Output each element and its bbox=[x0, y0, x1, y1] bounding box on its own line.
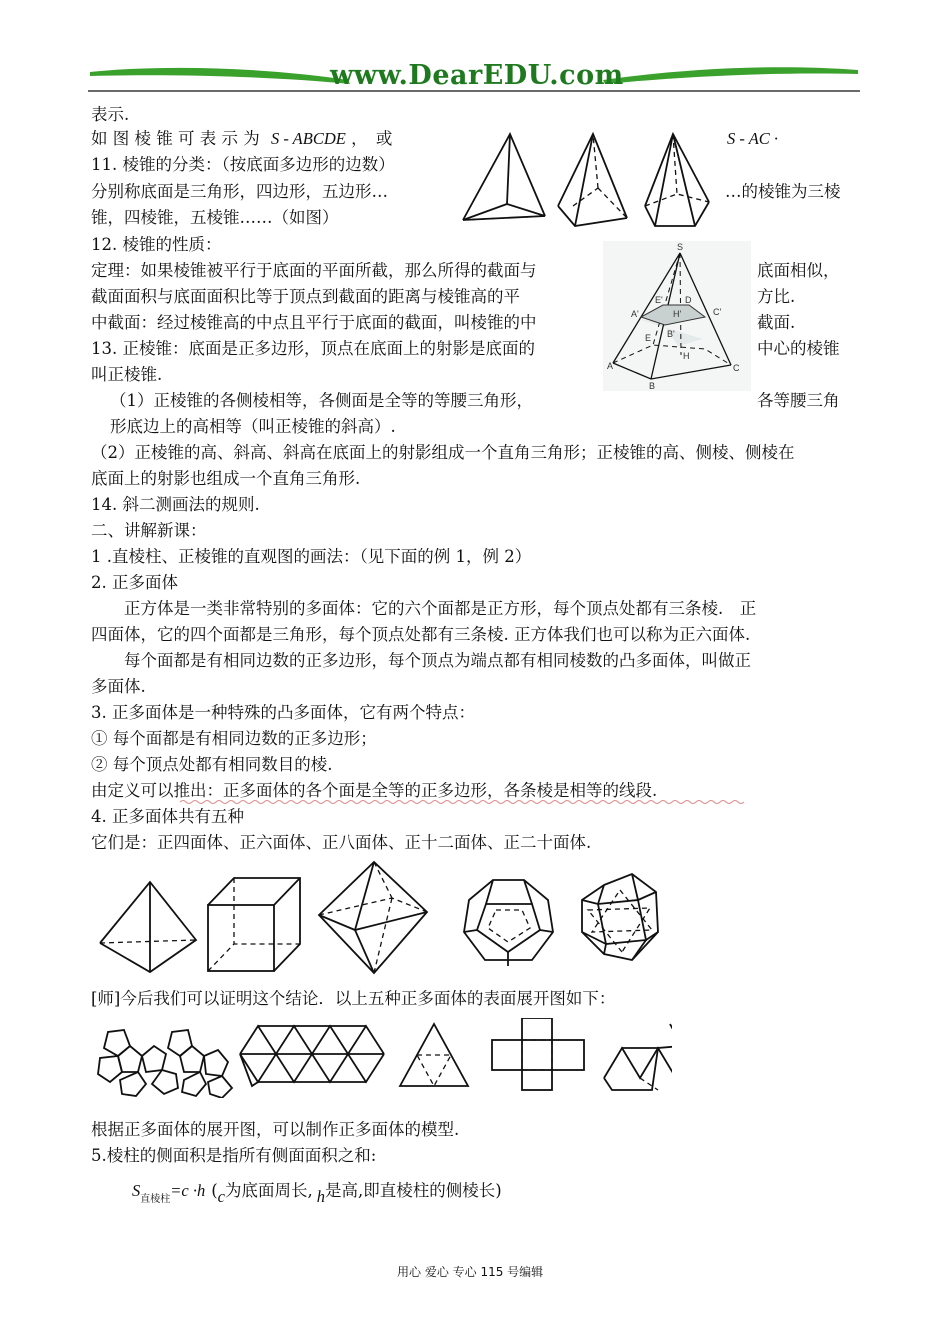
text-line-29: 它们是：正四面体、正六面体、正八面体、正十二面体、正二十面体. bbox=[91, 833, 592, 852]
text-line-9a: 中截面：经过棱锥高的中点且平行于底面的截面，叫棱锥的中 bbox=[91, 313, 537, 332]
text-line-12b: 各等腰三角 bbox=[757, 391, 840, 410]
text-line-32: 5.棱柱的侧面积是指所有侧面面积之和: bbox=[91, 1146, 377, 1165]
octahedron-net-figure bbox=[604, 1024, 672, 1090]
label-vertex-c-prime: C' bbox=[713, 307, 722, 317]
text-line-8b: 方比. bbox=[757, 287, 796, 306]
text-line-23: 多面体. bbox=[91, 677, 146, 696]
text-line-7b: 底面相似， bbox=[757, 261, 840, 280]
spellcheck-squiggle bbox=[180, 799, 765, 805]
lateral-area-formula: $S_{直棱柱}=c \cdot h$ (c为底面周长, h是高,即直棱柱的侧棱长) bbox=[132, 1181, 502, 1206]
text-line-16: 14. 斜二测画法的规则. bbox=[91, 495, 260, 514]
regular-dodecahedron-figure bbox=[464, 880, 553, 966]
dodecahedron-net-figure bbox=[98, 1030, 232, 1098]
pentagonal-pyramid-figure bbox=[645, 134, 709, 226]
text-line-13: 形底边上的高相等（叫正棱锥的斜高）. bbox=[110, 417, 396, 436]
tetrahedron-net-figure bbox=[400, 1024, 468, 1086]
text-line-10b: 中心的棱锥 bbox=[757, 339, 840, 358]
text-line-6: 12. 棱锥的性质： bbox=[91, 235, 222, 254]
text-line-7a: 定理：如果棱锥被平行于底面的平面所截，那么所得的截面与 bbox=[91, 261, 537, 280]
label-vertex-e-prime: E' bbox=[655, 295, 663, 305]
pyramid-classification-figure bbox=[455, 128, 720, 233]
text-line-12a: （1）正棱锥的各侧棱相等，各侧面是全等的等腰三角形， bbox=[110, 391, 533, 410]
text-line-4a: 分别称底面是三角形，四边形，五边形… bbox=[91, 182, 388, 201]
text-line-27: 由定义可以推出：正多面体的各个面是全等的正多边形，各条棱是相等的线段. bbox=[91, 781, 658, 800]
regular-tetrahedron-figure bbox=[100, 882, 196, 972]
label-vertex-s: S bbox=[677, 242, 684, 252]
text-line-24: 3. 正多面体是一种特殊的凸多面体，它有两个特点： bbox=[91, 703, 475, 722]
text-line-22: 每个面都是有相同边数的正多边形，每个顶点为端点都有相同棱数的凸多面体，叫做正 bbox=[91, 651, 751, 670]
pyramid-notation-short: S - AC · bbox=[727, 129, 779, 148]
pyramid-notation: S - ABCDE bbox=[270, 129, 346, 148]
label-foot-h: H bbox=[683, 351, 690, 361]
text-line-25: ① 每个面都是有相同边数的正多边形； bbox=[91, 729, 377, 748]
polyhedra-nets-figure bbox=[92, 1018, 672, 1098]
text-line-26: ② 每个顶点处都有相同数目的棱. bbox=[91, 755, 333, 774]
label-vertex-d: D bbox=[685, 295, 692, 305]
text-line-31: 根据正多面体的展开图，可以制作正多面体的模型. bbox=[91, 1120, 460, 1139]
label-vertex-a-prime: A' bbox=[631, 309, 639, 319]
text-line-28: 4. 正多面体共有五种 bbox=[91, 807, 244, 826]
text-line-18: 1 .直棱柱、正棱锥的直观图的画法：（见下面的例 1，例 2） bbox=[91, 547, 532, 566]
label-foot-h-prime: H' bbox=[673, 309, 682, 319]
text-line-8a: 截面面积与底面面积比等于顶点到截面的距离与棱锥高的平 bbox=[91, 287, 520, 306]
regular-octahedron-figure bbox=[319, 862, 427, 973]
section-heading-new-lesson: 二、讲解新课： bbox=[91, 521, 207, 540]
text-line-10a: 13. 正棱锥：底面是正多边形，顶点在底面上的射影是底面的 bbox=[91, 339, 535, 358]
text-line-9b: 截面. bbox=[757, 313, 796, 332]
text-line-30: [师]今后我们可以证明这个结论．以上五种正多面体的表面展开图如下： bbox=[91, 989, 616, 1008]
text-line-15: 底面上的射影也组成一个直角三角形. bbox=[91, 469, 361, 488]
text-line-11: 叫正棱锥. bbox=[91, 365, 163, 384]
label-vertex-b: B bbox=[649, 381, 656, 391]
text-line-5: 锥，四棱锥，五棱锥……（如图） bbox=[91, 208, 339, 227]
label-vertex-b-prime: B' bbox=[667, 329, 675, 339]
icosahedron-net-figure bbox=[240, 1026, 384, 1086]
text-line-4b: …的棱锥为三棱 bbox=[725, 182, 841, 201]
triangular-pyramid-figure bbox=[463, 134, 545, 220]
regular-polyhedra-figure bbox=[92, 860, 672, 980]
cube-figure bbox=[208, 878, 300, 971]
page-footer: 用心 爱心 专心 115 号编辑 bbox=[397, 1265, 544, 1279]
label-vertex-c: C bbox=[733, 363, 740, 373]
cube-net-figure bbox=[492, 1018, 584, 1090]
pyramid-cross-section-figure bbox=[603, 241, 751, 391]
text-line-21: 四面体，它的四个面都是三角形，每个顶点处都有三条棱. 正方体我们也可以称为正六面体. bbox=[91, 625, 751, 644]
text-line-19: 2. 正多面体 bbox=[91, 573, 178, 592]
triangular-pyramid-hidden-figure bbox=[558, 134, 627, 226]
label-vertex-a: A bbox=[607, 361, 614, 371]
text-line-20: 正方体是一类非常特别的多面体：它的六个面都是正方形，每个顶点处都有三条棱. 正 bbox=[91, 599, 757, 618]
text-line-14: （2）正棱锥的高、斜高、斜高在底面上的射影组成一个直角三角形；正棱锥的高、侧棱、侧棱在 bbox=[91, 443, 795, 462]
text-line-1: 表示. bbox=[91, 105, 130, 124]
regular-icosahedron-figure bbox=[582, 874, 658, 960]
text-line-2: 如 图 棱 锥 可 表 示 为 S - ABCDE ， 或 bbox=[91, 129, 393, 148]
label-vertex-e: E bbox=[645, 333, 652, 343]
text-line-3: 11. 棱锥的分类：（按底面多边形的边数） bbox=[91, 155, 395, 174]
site-logo-text: www.DearEDU.com bbox=[330, 60, 624, 91]
